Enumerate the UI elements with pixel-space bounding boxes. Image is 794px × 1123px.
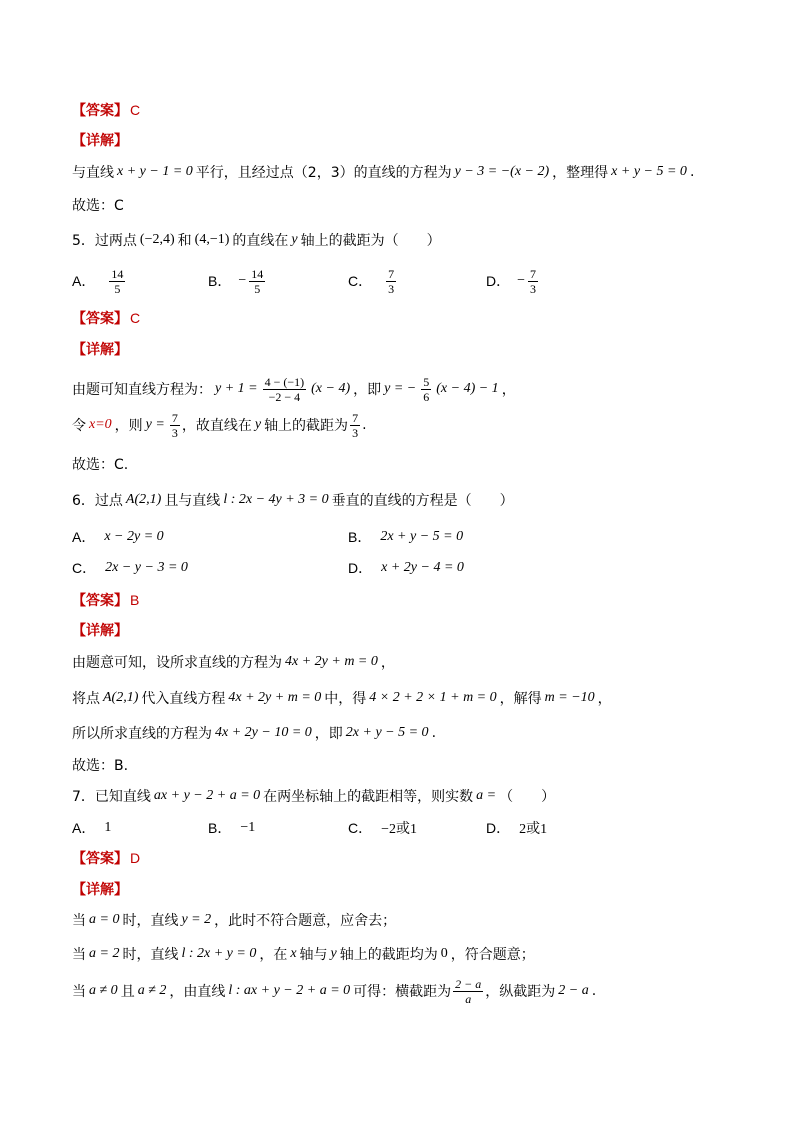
fraction: [109, 267, 125, 296]
equation: l : 2x − 4y + 3 = 0: [223, 492, 329, 507]
equation: a = 0: [89, 912, 120, 927]
text: 垂直的直线的方程是（ ）: [331, 493, 514, 509]
text: 可得：横截距为: [353, 984, 452, 1000]
q5-option-b: [208, 266, 267, 296]
option-text: −1: [240, 820, 256, 835]
fraction: [263, 375, 307, 404]
numerator: 14: [251, 266, 264, 281]
fraction: [170, 411, 180, 440]
q5-answer: [72, 306, 140, 330]
answer-label: 【答案】: [72, 851, 128, 867]
q7-detail-line-1: [72, 908, 396, 932]
text: ，解得: [499, 691, 542, 707]
text: 在两坐标轴上的截距相等，则实数: [263, 789, 474, 805]
answer-value: C: [130, 310, 141, 326]
sign: −: [517, 273, 526, 288]
equation: y =: [145, 417, 165, 432]
equation: y = −: [384, 381, 417, 396]
denominator: 3: [530, 281, 537, 296]
text: 代入直线方程: [141, 691, 226, 707]
text: ，: [597, 691, 612, 707]
q5-detail-label: [72, 337, 128, 361]
equation: y − 3 = −(x − 2): [454, 164, 550, 179]
numerator: 7: [530, 266, 537, 281]
q6-detail-line-1: [72, 650, 395, 674]
option-label: C．: [72, 560, 97, 576]
option-label: D．: [348, 560, 373, 576]
option-label: D．: [486, 820, 511, 836]
q6-detail-line-2: [72, 686, 612, 710]
value: 0: [440, 946, 448, 961]
text: ，故直线在: [181, 418, 252, 434]
equation: 2 − a: [558, 983, 589, 998]
text: ，此时不符合题意，应舍去；: [214, 913, 397, 929]
variable: y: [291, 232, 298, 247]
q7-option-d: [486, 813, 550, 843]
denominator: 5: [254, 281, 261, 296]
text: 时，直线: [122, 947, 179, 963]
denominator: 3: [388, 281, 395, 296]
text: 6．过点: [72, 493, 123, 509]
text: 中，得: [324, 691, 367, 707]
text: ，由直线: [169, 984, 226, 1000]
fraction: [350, 411, 360, 440]
option-text: 1: [104, 820, 112, 835]
text: ，符合题意；: [450, 947, 535, 963]
q5-detail-line-2: [72, 410, 367, 440]
option-text: 2x − y − 3 = 0: [105, 560, 188, 575]
text: 7．已知直线: [72, 789, 151, 805]
numerator: 7: [171, 410, 178, 425]
text: 当: [72, 947, 86, 963]
detail-label: 【详解】: [72, 623, 128, 639]
q6-stem: [72, 488, 514, 512]
option-label: D．: [486, 273, 511, 289]
equation: 4x + 2y + m = 0: [285, 654, 378, 669]
equation: y + 1 =: [215, 381, 258, 396]
conclusion-text: 故选：B.: [72, 758, 129, 774]
fraction: [421, 375, 431, 404]
equation: a =: [476, 788, 497, 803]
variable: y: [254, 417, 262, 432]
text: .: [689, 164, 695, 180]
numerator: 7: [352, 410, 359, 425]
text: ，: [501, 382, 516, 398]
text: 所以所求直线的方程为: [72, 726, 212, 742]
text: 当: [72, 913, 86, 929]
equation: m = −10: [544, 690, 595, 705]
equation: 4x + 2y − 10 = 0: [215, 725, 312, 740]
text: ，纵截距为: [485, 984, 556, 1000]
text: 令: [72, 418, 86, 434]
point: (−2,4): [139, 232, 175, 247]
q7-detail-line-2: [72, 942, 535, 966]
text: ，即: [353, 382, 382, 398]
answer-value: C: [130, 102, 141, 118]
denominator: 6: [423, 389, 430, 404]
equation: 4x + 2y + m = 0: [228, 690, 322, 705]
point: A(2,1): [103, 690, 139, 705]
q6-option-b: [348, 522, 466, 552]
option-text: −2或1: [381, 822, 418, 837]
answer-value: B: [130, 592, 140, 608]
text: .: [431, 725, 437, 741]
equation: a = 2: [89, 946, 120, 961]
q7-option-b: [208, 813, 258, 843]
equation: l : ax + y − 2 + a = 0: [228, 983, 351, 998]
q7-answer: [72, 846, 140, 870]
q6-option-a: [72, 522, 167, 552]
point: A(2,1): [125, 492, 162, 507]
text: 和: [177, 233, 192, 249]
text: 轴上的截距为（ ）: [300, 233, 441, 249]
text: 5．过两点: [72, 233, 137, 249]
option-text: x − 2y = 0: [104, 529, 164, 544]
equation: 4 × 2 + 2 × 1 + m = 0: [369, 690, 497, 705]
text: 轴与: [299, 947, 328, 963]
text: 平行，且经过点（2，3）的直线的方程为: [195, 165, 452, 181]
q6-option-d: [348, 553, 467, 583]
option-label: A．: [72, 529, 96, 545]
text: 时，直线: [122, 913, 179, 929]
q4-detail-label: [72, 128, 128, 152]
text: ，即: [314, 726, 343, 742]
q6-answer: [72, 588, 139, 612]
option-text: 2或1: [519, 822, 548, 837]
conclusion-text: 故选：C.: [72, 457, 129, 473]
sign: −: [238, 273, 247, 288]
fraction: [453, 977, 483, 1006]
q6-option-c: [72, 553, 191, 583]
text: ，则: [114, 418, 143, 434]
equation: a ≠ 0: [89, 983, 118, 998]
q4-detail-line: [72, 160, 694, 184]
option-label: A．: [72, 820, 96, 836]
equation: (x − 4) − 1: [436, 381, 499, 396]
denominator: a: [465, 991, 472, 1006]
fraction: [528, 267, 538, 296]
text: 由题意可知，设所求直线的方程为: [72, 655, 282, 671]
option-text: x + 2y − 4 = 0: [381, 560, 464, 575]
equation: x + y − 5 = 0: [611, 164, 687, 179]
equation: x + y − 1 = 0: [117, 164, 193, 179]
q5-option-c: [348, 266, 398, 296]
denominator: 3: [352, 425, 359, 440]
equation: a ≠ 2: [137, 983, 167, 998]
answer-label: 【答案】: [72, 593, 128, 609]
numerator: 2 − a: [455, 976, 482, 991]
answer-label: 【答案】: [72, 103, 128, 119]
equation: (x − 4): [311, 381, 351, 396]
detail-label: 【详解】: [72, 342, 128, 358]
text: .: [362, 417, 367, 433]
detail-label: 【详解】: [72, 882, 128, 898]
fraction: [386, 267, 396, 296]
text: 由题可知直线方程为：: [72, 382, 212, 398]
text: 轴上的截距均为: [339, 947, 438, 963]
denominator: −2 − 4: [268, 389, 301, 404]
detail-label: 【详解】: [72, 133, 128, 149]
option-label: A．: [72, 273, 96, 289]
answer-label: 【答案】: [72, 311, 128, 327]
equation: x=0: [89, 417, 112, 432]
q7-option-c: [348, 813, 420, 843]
denominator: 3: [171, 425, 178, 440]
numerator: 4 − (−1): [264, 374, 305, 389]
text: ，: [380, 655, 395, 671]
equation: y = 2: [181, 912, 212, 927]
conclusion-text: 故选：C: [72, 198, 124, 214]
option-label: C．: [348, 820, 373, 836]
denominator: 5: [114, 281, 121, 296]
fraction: [249, 267, 265, 296]
q6-detail-label: [72, 618, 128, 642]
q7-detail-label: [72, 877, 128, 901]
text: ，整理得: [552, 165, 609, 181]
point: (4,−1): [194, 232, 230, 247]
numerator: 7: [388, 266, 395, 281]
text: .: [591, 983, 597, 999]
numerator: 14: [111, 266, 124, 281]
q6-conclusion: [72, 753, 128, 777]
equation: l : 2x + y = 0: [181, 946, 257, 961]
text: 且与直线: [164, 493, 221, 509]
text: ，在: [259, 947, 288, 963]
text: （ ）: [499, 789, 556, 805]
q6-detail-line-3: [72, 721, 436, 745]
variable: y: [330, 946, 337, 961]
q7-detail-line-3: [72, 976, 596, 1006]
q7-option-a: [72, 813, 114, 843]
option-label: B．: [208, 820, 232, 836]
q5-option-a: [72, 266, 127, 296]
option-label: C．: [348, 273, 373, 289]
text: 与直线: [72, 165, 114, 181]
q4-answer: [72, 98, 140, 122]
text: 轴上的截距为: [264, 418, 349, 434]
text: 的直线在: [232, 233, 289, 249]
q5-conclusion: [72, 452, 128, 476]
variable: x: [290, 946, 297, 961]
option-label: B．: [208, 273, 232, 289]
text: 当: [72, 984, 86, 1000]
text: 将点: [72, 691, 100, 707]
numerator: 5: [423, 374, 430, 389]
equation: ax + y − 2 + a = 0: [153, 788, 261, 803]
q5-stem: [72, 228, 441, 252]
text: 且: [120, 984, 135, 1000]
option-label: B．: [348, 529, 372, 545]
q5-option-d: [486, 266, 540, 296]
option-text: 2x + y − 5 = 0: [380, 529, 464, 544]
q5-detail-line-1: [72, 374, 516, 404]
q7-stem: [72, 784, 555, 808]
answer-value: D: [130, 850, 141, 866]
q4-conclusion: [72, 193, 124, 217]
equation: 2x + y − 5 = 0: [345, 725, 429, 740]
